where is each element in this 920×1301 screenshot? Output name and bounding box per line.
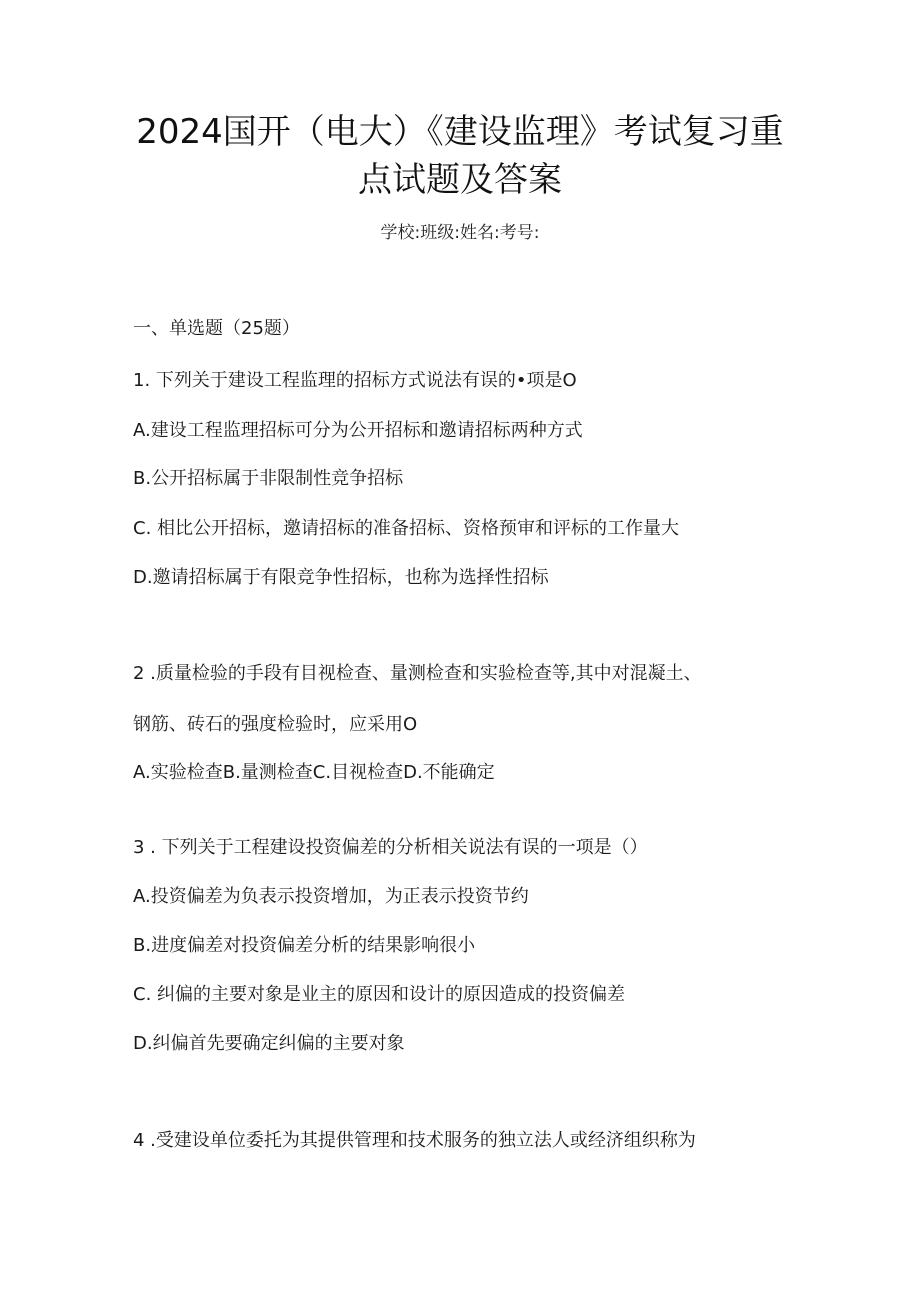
question-1-option-c: C. 相比公开招标，邀请招标的准备招标、资格预审和评标的工作量大 (133, 518, 680, 539)
question-3-option-d: D.纠偏首先要确定纠偏的主要对象 (133, 1033, 405, 1054)
question-3-option-a: A.投资偏差为负表示投资增加，为正表示投资节约 (133, 886, 529, 907)
question-2-stem-line-2: 钢筋、砖石的强度检验时，应采用O (133, 714, 418, 735)
question-1-option-a: A.建设工程监理招标可分为公开招标和邀请招标两种方式 (133, 420, 583, 441)
question-2-stem-line-1: 2 .质量检验的手段有目视检查、量测检查和实验检查等,其中对混凝土、 (133, 663, 702, 684)
question-3-option-c: C. 纠偏的主要对象是业主的原因和设计的原因造成的投资偏差 (133, 984, 626, 1005)
question-1-stem: 1. 下列关于建设工程监理的招标方式说法有误的•项是O (133, 370, 577, 391)
question-3-option-b: B.进度偏差对投资偏差分析的结果影响很小 (133, 935, 476, 956)
question-3-stem: 3 . 下列关于工程建设投资偏差的分析相关说法有误的一项是（） (133, 837, 648, 858)
student-info-line: 学校:班级:姓名:考号: (380, 223, 540, 243)
question-1-option-b: B.公开招标属于非限制性竞争招标 (133, 468, 404, 489)
question-1-option-d: D.邀请招标属于有限竞争性招标，也称为选择性招标 (133, 567, 549, 588)
section-heading: 一、单选题（25题） (133, 318, 300, 339)
question-2-options: A.实验检查B.量测检查C.目视检查D.不能确定 (133, 762, 495, 783)
question-4-stem: 4 .受建设单位委托为其提供管理和技术服务的独立法人或经济组织称为 (133, 1130, 696, 1151)
document-title-line-2: 点试题及答案 (358, 160, 562, 200)
document-title-line-1: 2024国开（电大）《建设监理》考试复习重 (136, 112, 784, 152)
